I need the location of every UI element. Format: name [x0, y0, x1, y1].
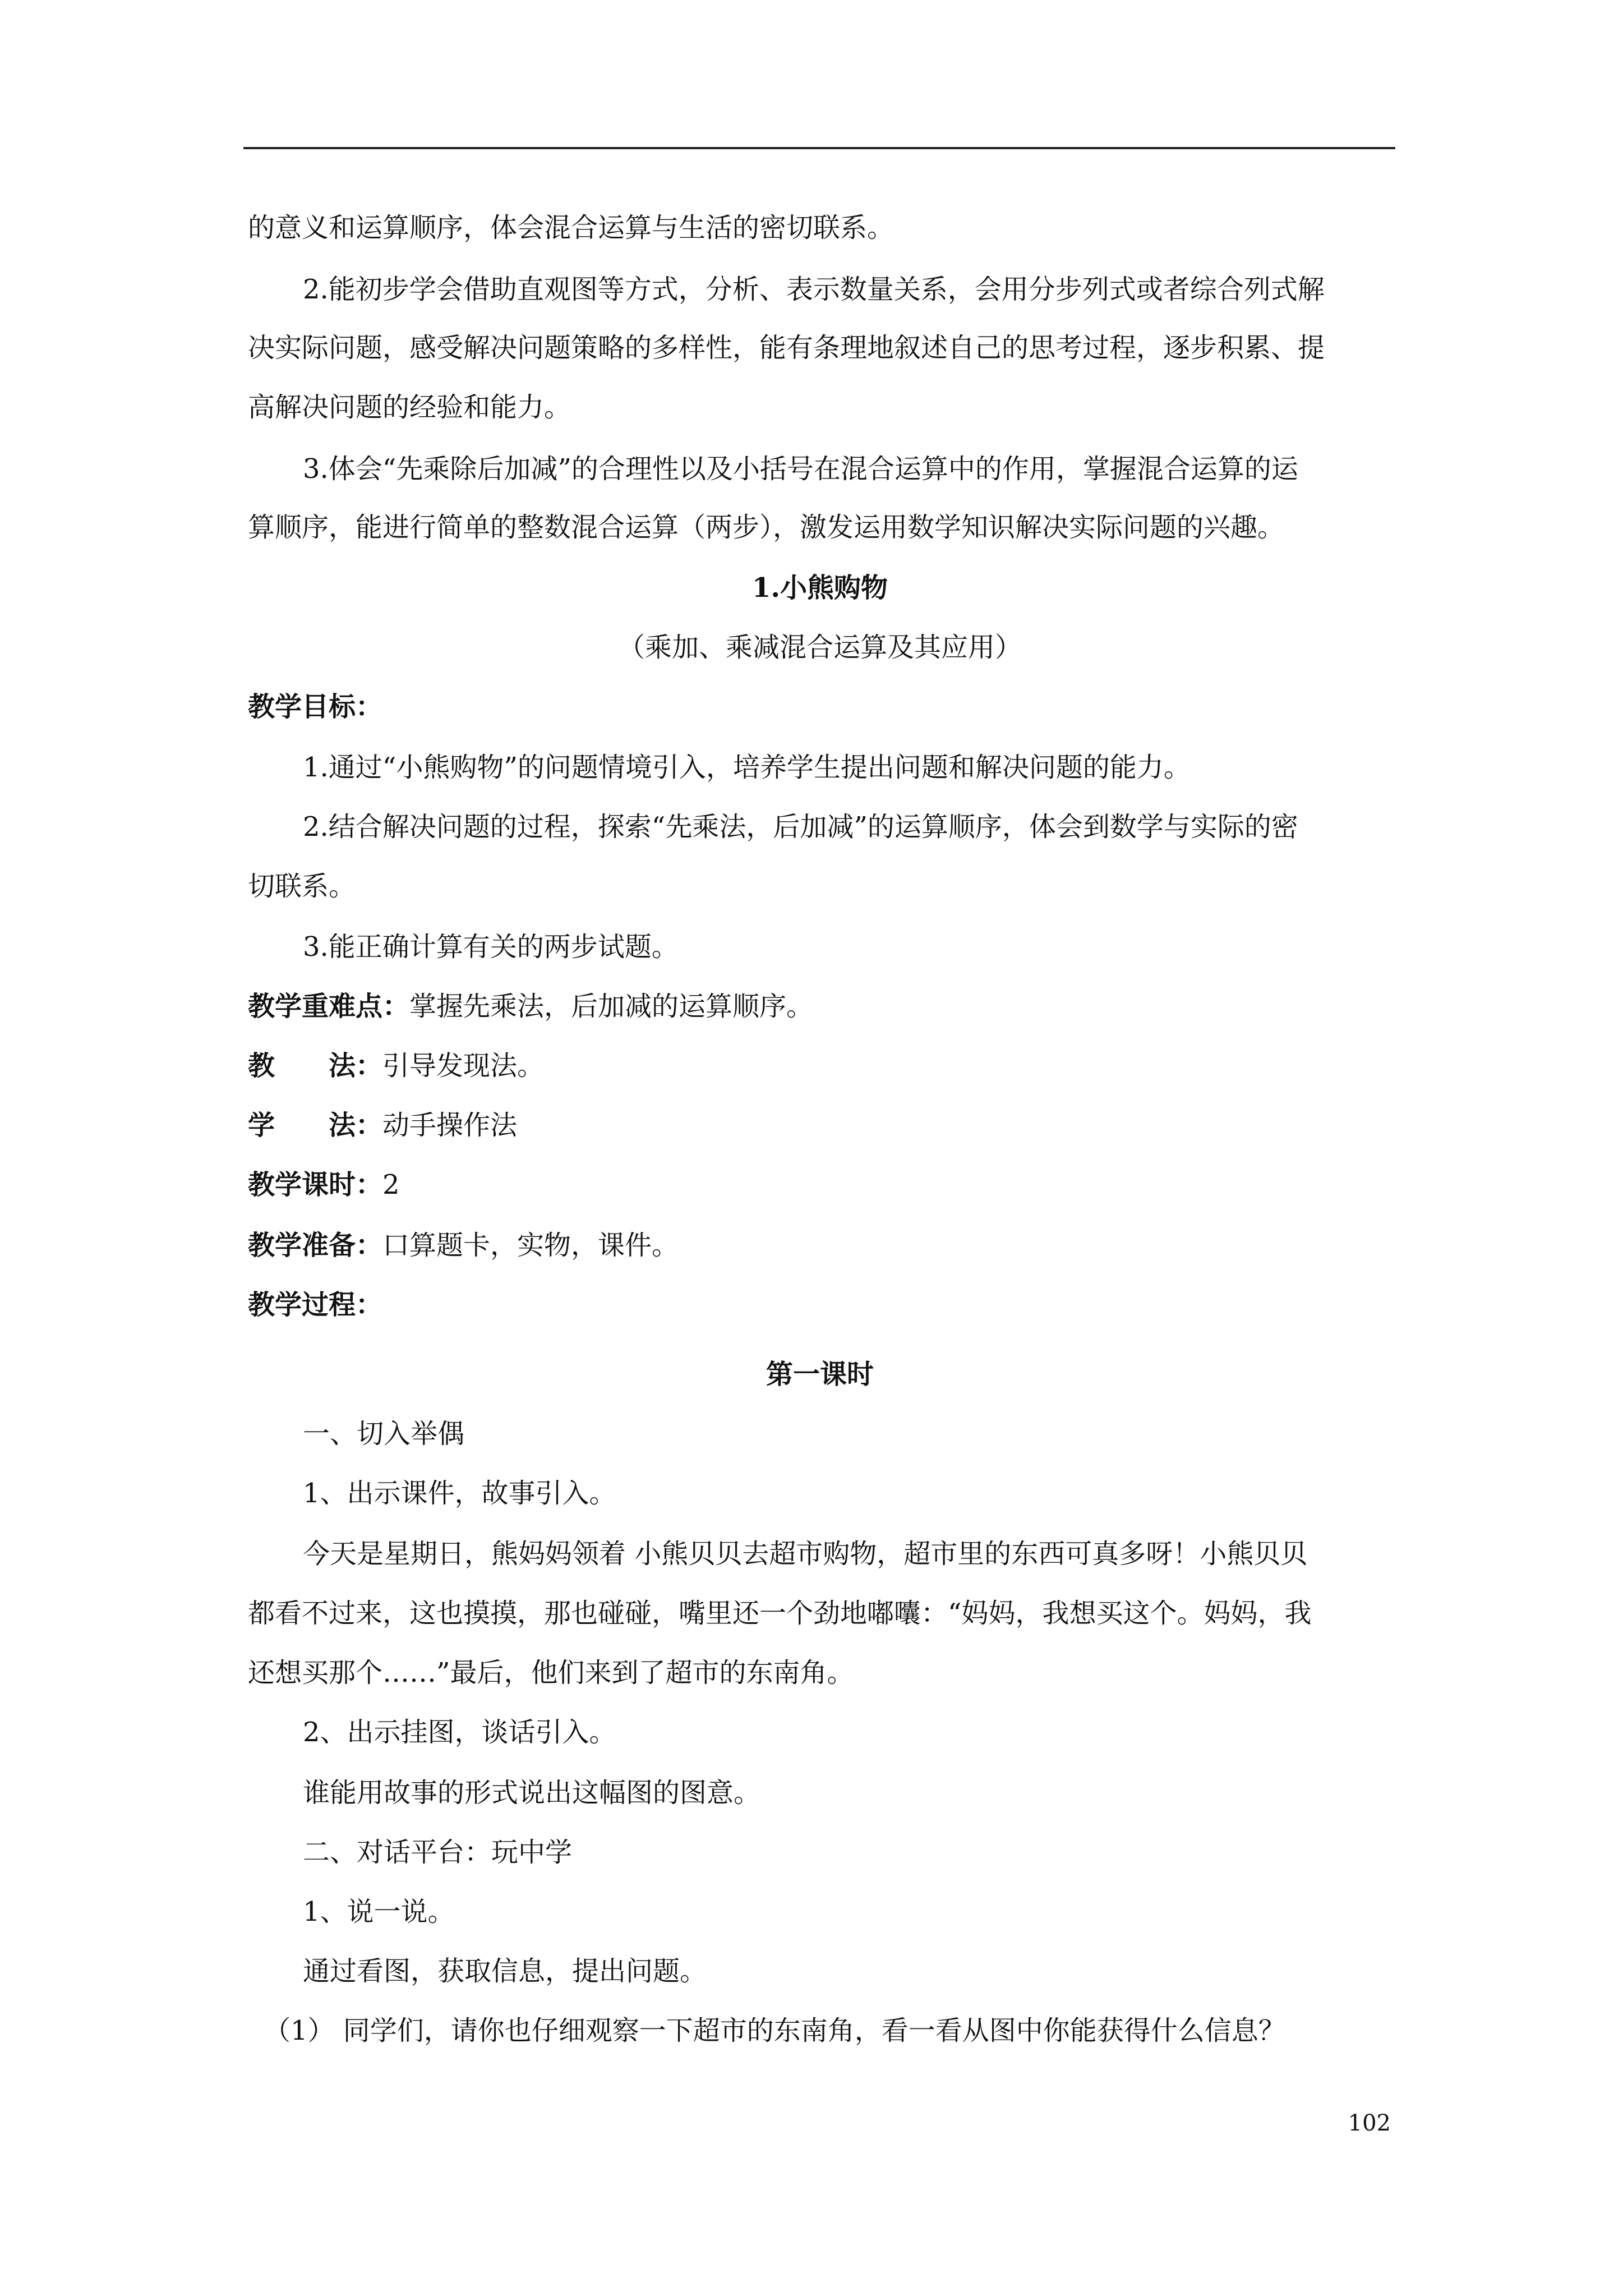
section-subtitle: （乘加、乘减混合运算及其应用） [617, 632, 1022, 663]
field-difficulty [248, 990, 1392, 1023]
text-line: 2.能初步学会借助直观图等方式，分析、表示数量关系，会用分步列式或者综合列式解 [303, 274, 1325, 305]
field-prep [248, 1228, 1392, 1262]
field-label: 教学准备： [248, 1230, 383, 1261]
text-line: 决实际问题，感受解决问题策略的多样性，能有条理地叙述自己的思考过程，逐步积累、提 [248, 332, 1325, 364]
field-value: 掌握先乘法，后加减的运算顺序。 [409, 991, 814, 1022]
text-line: 2.结合解决问题的过程，探索“先乘法，后加减”的运算顺序，体会到数学与实际的密 [303, 811, 1298, 843]
field-value: 口算题卡，实物，课件。 [382, 1230, 679, 1261]
page-number: 102 [1348, 2110, 1391, 2136]
field-value: 动手操作法 [382, 1110, 518, 1141]
section-title: 1.小熊购物 [751, 572, 888, 604]
text-line: 今天是星期日，熊妈妈领着 小熊贝贝去超市购物，超市里的东西可真多呀！小熊贝贝 [303, 1538, 1308, 1570]
text-line: 高解决问题的经验和能力。 [248, 392, 571, 423]
text-line: 谁能用故事的形式说出这幅图的图意。 [303, 1777, 761, 1809]
heading-objectives: 教学目标： [248, 691, 383, 723]
text-line: 二、对话平台：玩中学 [303, 1837, 573, 1868]
text-line: 的意义和运算顺序，体会混合运算与生活的密切联系。 [248, 212, 895, 243]
field-label: 教学课时： [248, 1169, 383, 1200]
field-method-teach [248, 1049, 1392, 1083]
text-line: 通过看图，获取信息，提出问题。 [303, 1955, 707, 1987]
field-label: 学 法： [248, 1110, 383, 1141]
text-line: 2、出示挂图，谈话引入。 [303, 1717, 616, 1748]
text-line: 算顺序，能进行简单的整数混合运算（两步），激发运用数学知识解决实际问题的兴趣。 [248, 512, 1285, 543]
text-line: （1） 同学们，请你也仔细观察一下超市的东南角，看一看从图中你能获得什么信息？ [264, 2015, 1285, 2046]
text-line: 1、说一说。 [303, 1896, 455, 1927]
text-line: 还想买那个……”最后，他们来到了超市的东南角。 [248, 1657, 854, 1688]
field-value: 引导发现法。 [382, 1050, 545, 1082]
field-method-learn [248, 1108, 1392, 1142]
field-label: 教 法： [248, 1050, 383, 1082]
header-rule [243, 147, 1395, 149]
field-label: 教学重难点： [248, 991, 410, 1022]
field-hours [248, 1168, 1392, 1202]
text-line: 3.能正确计算有关的两步试题。 [303, 931, 679, 963]
text-line: 一、切入举偶 [303, 1418, 465, 1450]
text-line: 1、出示课件，故事引入。 [303, 1478, 616, 1509]
field-process [248, 1288, 1392, 1322]
field-value: 2 [382, 1169, 400, 1200]
text-line: 切联系。 [248, 871, 356, 902]
lesson-heading: 第一课时 [766, 1359, 874, 1390]
text-line: 1.通过“小熊购物”的问题情境引入，培养学生提出问题和解决问题的能力。 [303, 752, 1191, 783]
text-line: 3.体会“先乘除后加减”的合理性以及小括号在混合运算中的作用，掌握混合运算的运 [303, 453, 1298, 485]
text-line: 都看不过来，这也摸摸，那也碰碰，嘴里还一个劲地嘟囔：“妈妈，我想买这个。妈妈，我 [248, 1598, 1312, 1629]
field-label: 教学过程： [248, 1289, 383, 1320]
